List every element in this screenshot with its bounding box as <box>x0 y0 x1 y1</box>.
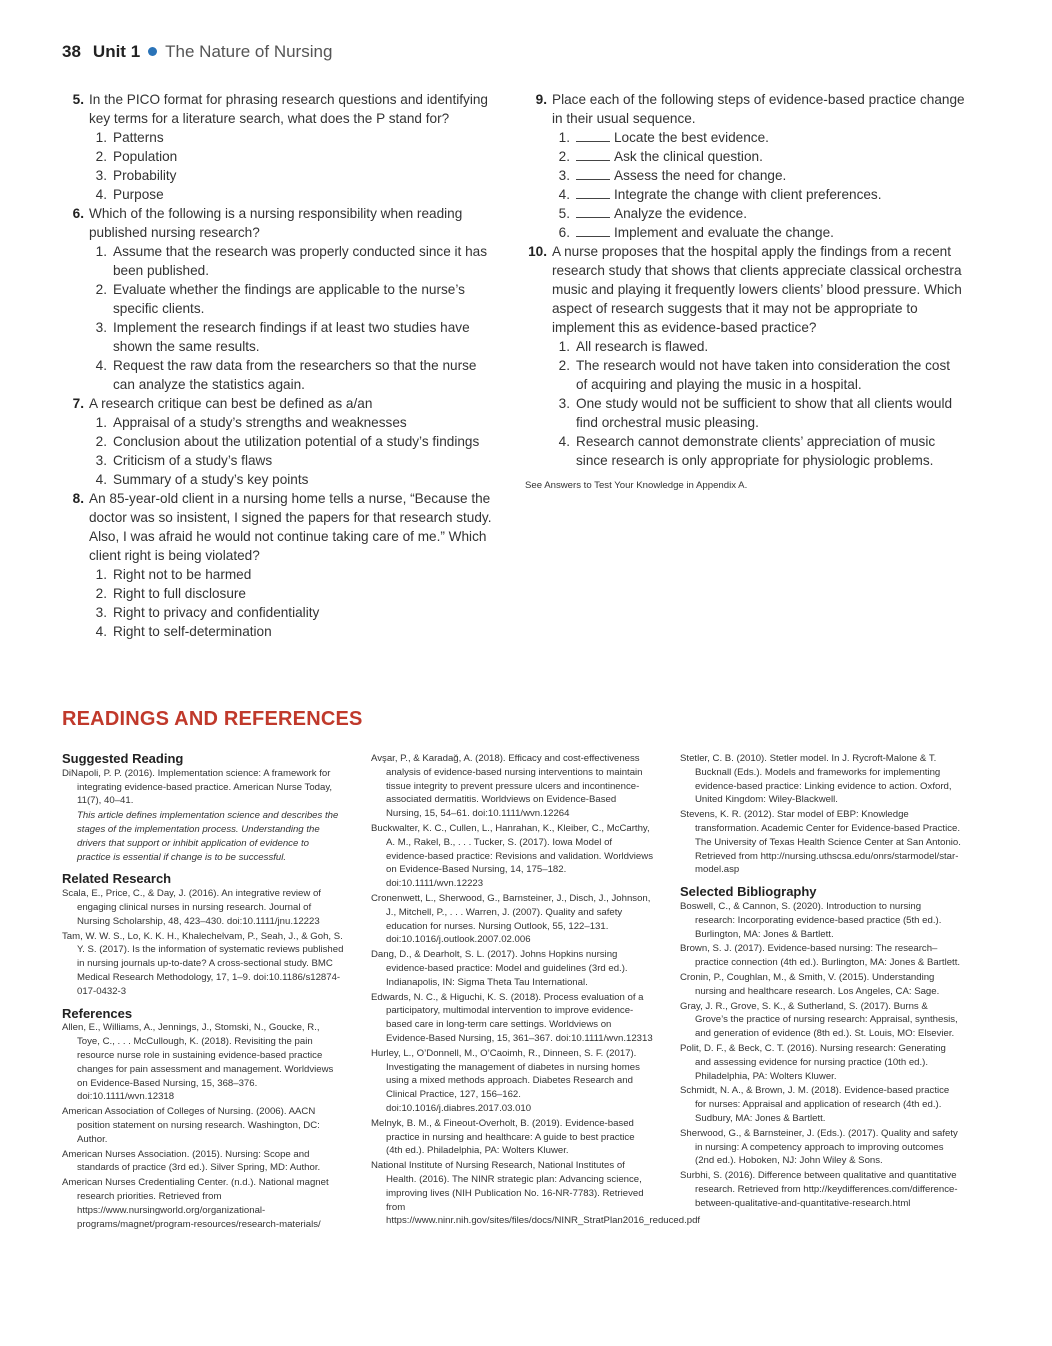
reference-entry: Stetler, C. B. (2010). Stetler model. In J. Rycroft-Malone & T. Bucknall (Eds.). Models and frameworks for implementing evidence-based practice: Linking evidence to action. Oxford, United Kingdom: Wiley-Blackwell. <box>680 753 952 806</box>
option-text: Patterns <box>113 130 164 145</box>
option-number: 1. <box>95 567 107 582</box>
question-number: 10. <box>528 244 547 259</box>
option-text: Criticism of a study’s flaws <box>113 453 273 468</box>
reference-entry: American Nurses Association. (2015). Nursing: Scope and standards of practice (3rd ed.). Silver Spring, MD: Author. <box>62 1148 321 1174</box>
reference-entry: Hurley, L., O’Donnell, M., O’Caoimh, R., Dinneen, S. F. (2017). Investigating the management of diabetes in nursing homes using a mixed methods approach. Diabetes Research and Clinical Practice, 127, 156–162. doi:10.1016/j.diabres.2017.03.010 <box>371 1047 640 1114</box>
reference-entry: Sherwood, G., & Barnsteiner, J. (Eds.). (2017). Quality and safety in nursing: A competency approach to improving outcomes (2nd ed.). Hoboken, NJ: John Wiley & Sons. <box>680 1127 958 1167</box>
answer-option <box>89 128 502 147</box>
reference-entry: Avşar, P., & Karadağ, A. (2018). Efficacy and cost-effectiveness analysis of evidence-based nursing interventions to maintain tissue integrity to prevent pressure ulcers and incontinence-associated dermatitis. Worldviews on Evidence-Based Nursing, 15, 54–61. doi:10.1111/wvn.12264 <box>371 753 643 820</box>
option-number: 4. <box>558 434 570 449</box>
reference-entry: Stevens, K. R. (2012). Star model of EBP: Knowledge transformation. Academic Center for Evidence-based Practice. The University of Texas Health Science Center at San Antonio. Retrieved from http://nursing.uthscsa.edu/onrs/starmodel/star-model.asp <box>680 809 961 876</box>
reference-entry: Tam, W. W. S., Lo, K. K. H., Khalechelvam, P., Seah, J., & Goh, S. Y. S. (2017). Is the information of systematic reviews published in nursing journals up-to-date? A cross-sectional study. BMC Medical Research Methodology, 17, 1–9. doi:10.1186/s12874-017-0432-3 <box>62 930 344 997</box>
question-text: A nurse proposes that the hospital apply the findings from a recent research study that shows that clients appreciate classical orchestra music and playing it frequently lowers clients’ blood pressure. Which aspect of research suggests that it may not be appropriate to implement this as evidence-based practice? <box>552 244 962 335</box>
answer-option <box>552 394 965 432</box>
option-number: 2. <box>95 282 107 297</box>
option-number: 3. <box>95 605 107 620</box>
option-number: 2. <box>95 586 107 601</box>
option-number: 2. <box>558 149 570 164</box>
question-item <box>62 394 502 413</box>
answer-option <box>89 166 502 185</box>
question-item <box>525 90 965 128</box>
answer-option <box>89 147 502 166</box>
answer-option <box>552 204 965 223</box>
answer-option <box>89 318 502 356</box>
question-item <box>62 90 502 128</box>
option-number: 3. <box>558 396 570 411</box>
option-text: Population <box>113 149 178 164</box>
option-number: 4. <box>95 472 107 487</box>
answer-option <box>89 413 502 432</box>
reference-entry: Boswell, C., & Cannon, S. (2020). Introduction to nursing research: Incorporating evidence-based practice (5th ed.). Burlington, MA: Jones & Bartlett. <box>680 900 942 940</box>
option-number: 4. <box>95 358 107 373</box>
references-column-1 <box>62 752 344 1232</box>
answer-option <box>89 432 502 451</box>
answer-option <box>89 470 502 489</box>
option-text: Right to self-determination <box>113 624 272 639</box>
section-heading: References <box>62 1005 133 1021</box>
reference-entry: Schmidt, N. A., & Brown, J. M. (2018). Evidence-based practice for nurses: Appraisal and application of research (4th ed.). Sudbury, MA: Jones & Bartlett. <box>680 1085 950 1124</box>
answer-option <box>89 622 502 641</box>
reference-entry: Allen, E., Williams, A., Jennings, J., Stomski, N., Goucke, R., Toye, C., . . . McCullough, K. (2018). Revisiting the pain resource nurse role in sustaining evidence-based practice changes for pain assessment and management. Worldviews on Evidence-Based Nursing, 15, 368–376. doi:10.1111/wvn.12318 <box>62 1022 334 1103</box>
option-text: Integrate the change with client preferences. <box>614 187 882 202</box>
bullet-dot-icon <box>148 47 157 56</box>
reference-entry: Surbhi, S. (2016). Difference between qualitative and quantitative research. Retrieved from http://keydifferences.com/difference-between-qualitative-and-quantitative-research.html <box>680 1170 958 1209</box>
reference-entry: Buckwalter, K. C., Cullen, L., Hanrahan, K., Kleiber, C., McCarthy, A. M., Rakel, B., . . . Tucker, S. (2017). Iowa Model of evidence-based practice: Revisions and validation. Worldviews on Evidence-Based Nursing, 14, 175–182. doi:10.1111/wvn.12223 <box>371 822 653 890</box>
option-text: Implement and evaluate the change. <box>614 225 834 240</box>
chapter-title: The Nature of Nursing <box>165 42 333 61</box>
answer-option <box>552 185 965 204</box>
question-item <box>62 489 502 565</box>
option-text: All research is flawed. <box>576 339 709 354</box>
reference-entry: Edwards, N. C., & Higuchi, K. S. (2018). Process evaluation of a participatory, multimodal intervention to improve evidence-based care in long-term care settings. Worldviews on Evidence-Based Nursing, 15, 361–367. doi:10.1111/wvn.12313 <box>371 991 653 1044</box>
answer-option <box>89 280 502 318</box>
option-number: 1. <box>558 130 570 145</box>
question-text: An 85-year-old client in a nursing home tells a nurse, “Because the doctor was so insistent, I signed the papers for that research study. Also, I was afraid he would not continue taking care of me.” Which client right is being violated? <box>89 491 492 563</box>
section-heading: Related Research <box>62 871 172 887</box>
reference-entry: American Nurses Credentialing Center. (n.d.). National magnet research priorities. Retrieved from https://www.nursingworld.org/organizational-programs/magnet/program-resources/research-materials/ <box>62 1177 329 1230</box>
answer-option <box>552 166 965 185</box>
option-number: 2. <box>95 434 107 449</box>
option-number: 2. <box>558 358 570 373</box>
option-text: Right to privacy and confidentiality <box>113 605 320 620</box>
reference-entry: Cronenwett, L., Sherwood, G., Barnsteiner, J., Disch, J., Johnson, J., Mitchell, P., . . . Warren, J. (2007). Quality and safety education for nurses. Nursing Outlook, 55, 122–131. doi:10.1016/j.outlook.2007.02.006 <box>371 892 651 946</box>
option-text: Conclusion about the utilization potential of a study’s findings <box>113 434 480 449</box>
answer-option <box>89 584 502 603</box>
answer-option <box>552 223 965 242</box>
option-number: 1. <box>95 130 107 145</box>
questions-right-column <box>525 90 965 495</box>
option-number: 2. <box>95 149 107 164</box>
reference-entry: Cronin, P., Coughlan, M., & Smith, V. (2015). Understanding nursing and healthcare research. Los Angeles, CA: Sage. <box>680 971 940 997</box>
option-text: Right to full disclosure <box>113 586 246 601</box>
reference-entry: Dang, D., & Dearholt, S. L. (2017). Johns Hopkins nursing evidence-based practice: Model and guidelines (3rd ed.). Indianapolis, IN: Sigma Theta Tau International. <box>371 949 628 988</box>
references-column-2 <box>371 752 701 1229</box>
question-number: 5. <box>72 92 84 107</box>
answer-option <box>89 603 502 622</box>
answer-blank-line <box>576 206 610 218</box>
answer-blank-line <box>576 225 610 237</box>
option-text: Analyze the evidence. <box>614 206 748 221</box>
answer-option <box>89 356 502 394</box>
answer-option <box>552 128 965 147</box>
reference-annotation: This article defines implementation science and describes the stages of the implementation process. Understanding the drivers that support or inhibit application of evidence to practice is essential if change is to be successful. <box>77 810 339 863</box>
answer-option <box>89 451 502 470</box>
option-number: 4. <box>95 624 107 639</box>
option-text: One study would not be sufficient to show that all clients would find orchestral music pleasing. <box>576 396 953 430</box>
answer-option <box>89 242 502 280</box>
answers-note: See Answers to Test Your Knowledge in Appendix A. <box>525 480 748 491</box>
answer-option <box>552 337 965 356</box>
option-text: Ask the clinical question. <box>614 149 763 164</box>
question-item <box>525 242 965 337</box>
option-text: Purpose <box>113 187 164 202</box>
option-text: Locate the best evidence. <box>614 130 769 145</box>
option-number: 4. <box>558 187 570 202</box>
references-column-3 <box>680 752 962 1212</box>
question-text: Place each of the following steps of evidence-based practice change in their usual sequence. <box>552 92 965 126</box>
section-heading: Suggested Reading <box>62 751 184 766</box>
question-text: A research critique can best be defined as a/an <box>89 396 373 411</box>
question-number: 8. <box>72 491 84 506</box>
answer-blank-line <box>576 149 610 161</box>
option-text: Appraisal of a study’s strengths and weaknesses <box>113 415 407 430</box>
option-number: 1. <box>95 244 107 259</box>
option-number: 3. <box>95 320 107 335</box>
reference-entry: American Association of Colleges of Nursing. (2006). AACN position statement on nursing research. Washington, DC: Author. <box>62 1106 320 1145</box>
questions-left-column <box>62 90 502 641</box>
answer-option <box>89 185 502 204</box>
answer-option <box>552 432 965 470</box>
reference-entry: Scala, E., Price, C., & Day, J. (2016). An integrative review of engaging clinical nurses in nursing research. Journal of Nursing Scholarship, 48, 423–430. doi:10.1111/jnu.12223 <box>62 888 321 927</box>
readings-references-title: READINGS AND REFERENCES <box>62 708 363 730</box>
question-text: In the PICO format for phrasing research questions and identifying key terms for a literature search, what does the P stand for? <box>89 92 488 126</box>
answer-option <box>89 565 502 584</box>
answer-blank-line <box>576 168 610 180</box>
option-number: 3. <box>95 168 107 183</box>
question-number: 7. <box>72 396 84 411</box>
option-text: Evaluate whether the findings are applicable to the nurse’s specific clients. <box>113 282 465 316</box>
option-text: Implement the research findings if at least two studies have shown the same results. <box>113 320 470 354</box>
option-text: Summary of a study’s key points <box>113 472 309 487</box>
reference-entry: Melnyk, B. M., & Fineout-Overholt, B. (2019). Evidence-based practice in nursing and healthcare: A guide to best practice (4th ed.). Philadelphia, PA: Wolters Kluwer. <box>371 1117 635 1157</box>
answer-option <box>552 356 965 394</box>
option-text: Request the raw data from the researchers so that the nurse can analyze the statistics again. <box>113 358 477 392</box>
answer-blank-line <box>576 187 610 199</box>
reference-entry: National Institute of Nursing Research, National Institutes of Health. (2016). The NINR strategic plan: Advancing science, improving lives (NIH Publication No. 16-NR-7783). Retrieved from https://www.ninr.nih.gov/sites/files/docs/NINR_StratPlan2016_reduced.pdf <box>371 1160 701 1227</box>
section-heading: Selected Bibliography <box>680 884 817 900</box>
option-text: The research would not have taken into consideration the cost of acquiring and playing the music in a hospital. <box>576 358 951 392</box>
reference-entry: Gray, J. R., Grove, S. K., & Sutherland, S. (2017). Burns & Grove’s the practice of nursing research: Appraisal, synthesis, and generation of evidence (8th ed.). St. Louis, MO: Elsevier. <box>680 1000 958 1040</box>
question-number: 9. <box>535 92 547 107</box>
option-text: Probability <box>113 168 177 183</box>
option-number: 5. <box>558 206 570 221</box>
page-header <box>62 42 332 62</box>
option-text: Right not to be harmed <box>113 567 252 582</box>
option-number: 1. <box>95 415 107 430</box>
option-number: 1. <box>558 339 570 354</box>
reference-entry: DiNapoli, P. P. (2016). Implementation science: A framework for integrating evidence-based practice. American Nurse Today, 11(7), 40–41. <box>62 767 333 807</box>
answer-option <box>552 147 965 166</box>
option-text: Assess the need for change. <box>614 168 787 183</box>
option-number: 3. <box>95 453 107 468</box>
reference-entry: Brown, S. J. (2017). Evidence-based nursing: The research–practice connection (4th ed.). Burlington, MA: Jones & Bartlett. <box>680 943 961 969</box>
answer-blank-line <box>576 130 610 142</box>
option-number: 3. <box>558 168 570 183</box>
unit-label: Unit 1 <box>92 42 141 61</box>
page-number: 38 <box>62 42 81 61</box>
option-text: Assume that the research was properly conducted since it has been published. <box>113 244 488 278</box>
option-number: 6. <box>558 225 570 240</box>
question-number: 6. <box>72 206 84 221</box>
question-item <box>62 204 502 242</box>
option-number: 4. <box>95 187 107 202</box>
option-text: Research cannot demonstrate clients’ appreciation of music since research is only appropriate for physiologic problems. <box>576 434 936 468</box>
reference-entry: Polit, D. F., & Beck, C. T. (2016). Nursing research: Generating and assessing evidence for nursing practice (10th ed.). Philadelphia, PA: Wolters Kluwer. <box>680 1042 946 1082</box>
question-text: Which of the following is a nursing responsibility when reading published nursing research? <box>89 206 463 240</box>
